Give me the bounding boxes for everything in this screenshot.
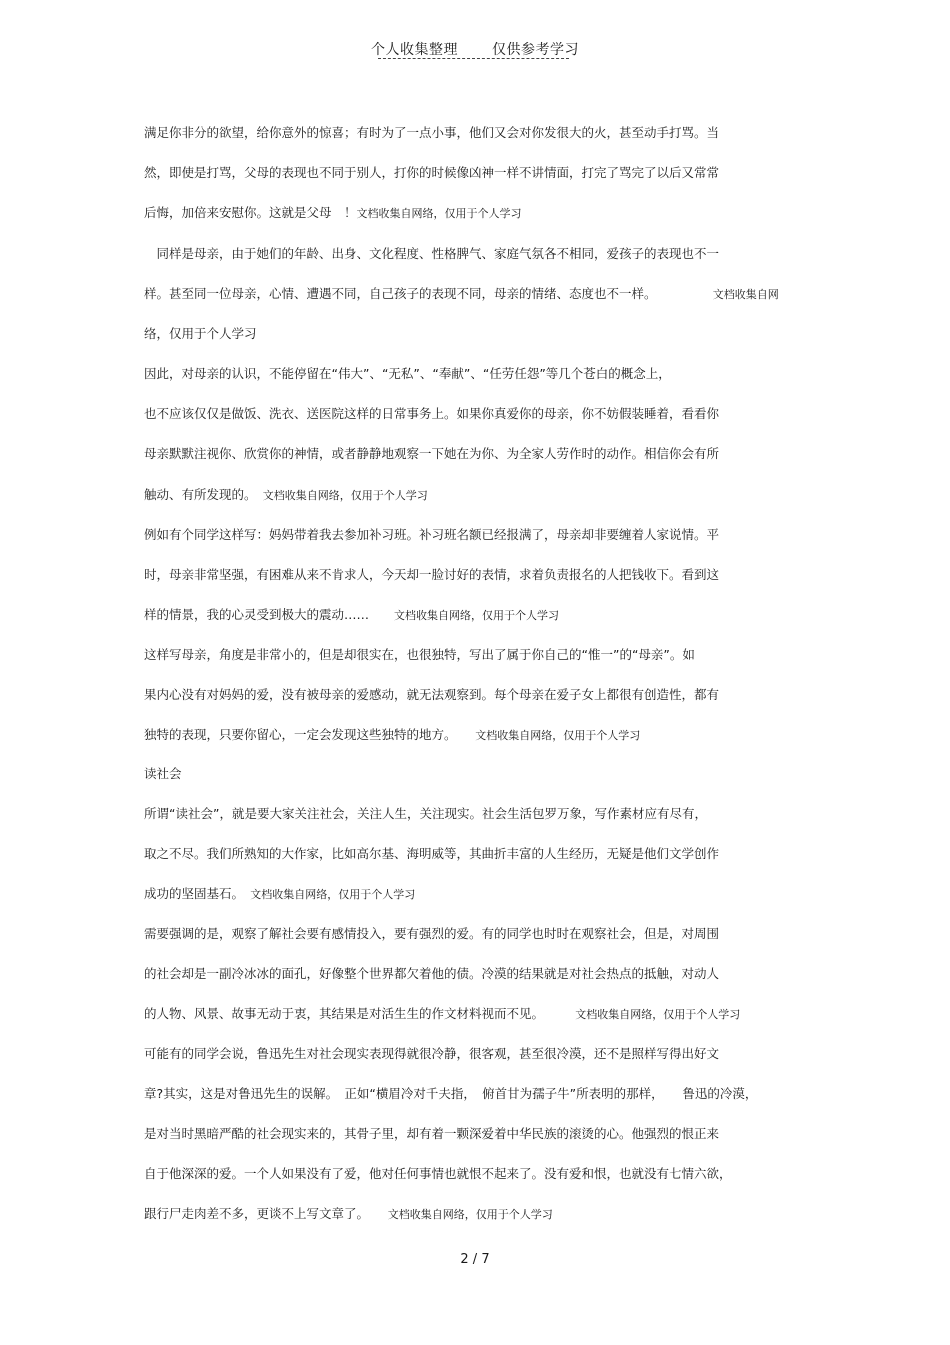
line-text: 触动、有所发现的。 [144,487,263,502]
line-text: 络，仅用于个人学习 [144,326,257,341]
line-text: 独特的表现，只要你留心，一定会发现这些独特的地方。 [144,727,476,742]
line-text: 需要强调的是，观察了解社会要有感情投入，要有强烈的爱。有的同学也时时在观察社会，但是，对周围 [144,926,720,941]
text-line [144,647,695,663]
line-text: 是对当时黑暗严酷的社会现实来的，其骨子里，却有着一颗深爱着中华民族的滚烫的心。他强烈的恨正来 [144,1126,720,1141]
line-text: 然，即使是打骂，父母的表现也不同于别人，打你的时候像凶神一样不讲情面，打完了骂完了以后又常常 [144,165,720,180]
line-text: 样。甚至同一位母亲，心情、遭遇不同，自己孩子的表现不同，母亲的情绪、态度也不一样。 [144,286,713,301]
text-line [144,806,707,822]
line-text: 的人物、风景、故事无动于衷，其结果是对活生生的作文材料视而不见。 [144,1006,576,1021]
line-text: 时，母亲非常坚强，有困难从来不肯求人，今天却一脸讨好的表情，求着负责报名的人把钱收下。看到这 [144,567,720,582]
text-line [144,766,182,782]
line-text: 例如有个同学这样写：妈妈带着我去参加补习班。补习班名额已经报满了，母亲却非要缠着人家说情。平 [144,527,720,542]
text-line [144,1086,757,1102]
text-line [144,205,522,222]
text-line [144,1046,719,1062]
watermark-note: 文档收集自网络，仅用于个人学习 [387,1208,553,1221]
line-text: 的社会却是一副冷冰冰的面孔，好像整个世界都欠着他的债。冷漠的结果就是对社会热点的抵触，对动人 [144,966,720,981]
line-text: 同样是母亲，由于她们的年龄、出身、文化程度、性格脾气、家庭气氛各不相同，爱孩子的表现也不一 [144,246,720,261]
text-line [144,527,719,543]
header-left: 个人收集整理 [371,42,458,58]
text-line [144,487,428,504]
watermark-note: 文档收集自网络，仅用于个人学习 [394,609,560,622]
watermark-note: 文档收集自网 [712,288,779,301]
line-text: 跟行尸走肉差不多，更谈不上写文章了。 [144,1206,388,1221]
page-header [0,39,950,59]
text-line [144,1166,732,1182]
line-text: 后悔，加倍来安慰你。这就是父母 ！ [144,205,357,220]
text-line [144,926,719,942]
text-line [144,966,719,982]
line-text: 母亲默默注视你、欣赏你的神情，或者静静地观察一下她在为你、为全家人劳作时的动作。相信你会有所 [144,446,720,461]
text-line [144,366,671,382]
text-line [144,246,719,262]
text-line [144,567,719,583]
text-line [144,406,719,422]
text-line [144,727,640,744]
line-text: 可能有的同学会说，鲁迅先生对社会现实表现得就很冷静，很客观，甚至很冷漠，还不是照样写得出好文 [144,1046,720,1061]
line-text: 这样写母亲，角度是非常小的，但是却很实在，也很独特，写出了属于你自己的“惟一”的“母亲”。如 [144,647,695,662]
line-text: 满足你非分的欲望，给你意外的惊喜；有时为了一点小事，他们又会对你发很大的火，甚至动手打骂。当 [144,125,720,140]
text-line [144,687,719,703]
line-text: 果内心没有对妈妈的爱，没有被母亲的爱感动，就无法观察到。每个母亲在爱子女上都很有创造性，都有 [144,687,720,702]
line-text: 所谓“读社会”，就是要大家关注社会，关注人生，关注现实。社会生活包罗万象，写作素材应有尽有， [144,806,707,821]
text-line [144,1126,719,1142]
line-text: 自于他深深的爱。一个人如果没有了爱，他对任何事情也就恨不起来了。没有爱和恨，也就没有七情六欲， [144,1166,732,1181]
watermark-note: 文档收集自网络，仅用于个人学习 [356,207,522,220]
text-line [144,286,779,303]
text-line [144,326,257,342]
line-text: 读社会 [144,766,182,781]
text-line [144,165,719,181]
text-line [144,886,415,903]
line-text: 也不应该仅仅是做饭、洗衣、送医院这样的日常事务上。如果你真爱你的母亲，你不妨假装睡着，看看你 [144,406,720,421]
watermark-note: 文档收集自网络，仅用于个人学习 [262,489,428,502]
text-line [144,1206,553,1223]
page-number: 2 / 7 [460,1252,490,1267]
watermark-note: 文档收集自网络，仅用于个人学习 [575,1008,741,1021]
line-text: 样的情景，我的心灵受到极大的震动…… [144,607,395,622]
text-line [144,1006,740,1023]
line-text: 因此，对母亲的认识，不能停留在“伟大”、“无私”、“奉献”、“任劳任怨”等几个苍白的概念上， [144,366,671,381]
line-text: 章?其实，这是对鲁迅先生的误解。 正如“横眉冷对千夫指， 俯首甘为孺子牛”所表明的那样， 鲁迅的冷漠， [144,1086,758,1101]
watermark-note: 文档收集自网络，仅用于个人学习 [250,888,416,901]
line-text: 成功的坚固基石。 [144,886,251,901]
watermark-note: 文档收集自网络，仅用于个人学习 [475,729,641,742]
text-line [144,846,719,862]
text-line [144,446,719,462]
text-line [144,607,559,624]
header-divider [378,58,569,59]
header-right: 仅供参考学习 [492,42,579,58]
line-text: 取之不尽。我们所熟知的大作家，比如高尔基、海明威等，其曲折丰富的人生经历，无疑是他们文学创作 [144,846,720,861]
text-line [144,125,719,141]
